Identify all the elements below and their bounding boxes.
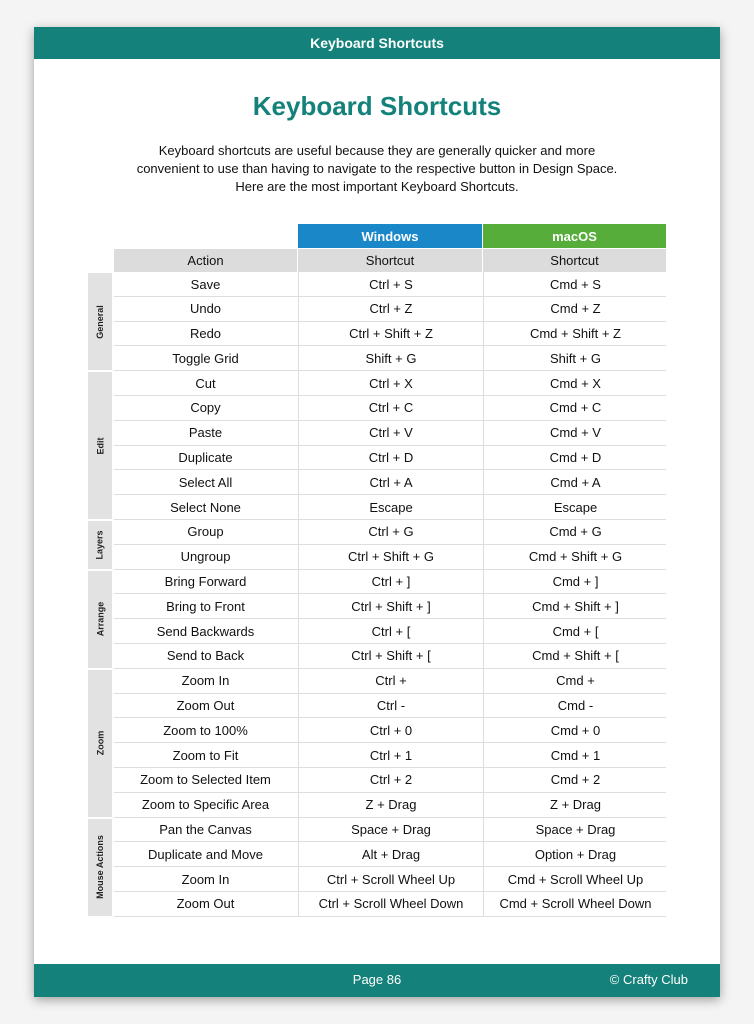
table-row	[114, 570, 666, 595]
table-row	[114, 669, 666, 694]
windows-shortcut-cell: Ctrl + X	[298, 371, 483, 395]
table-row	[114, 421, 666, 446]
windows-shortcut-cell: Ctrl + [	[298, 619, 483, 643]
windows-shortcut-cell: Space + Drag	[298, 818, 483, 842]
table-row	[114, 892, 666, 917]
macos-shortcut-cell: Cmd + 0	[483, 718, 667, 742]
windows-shortcut-cell: Ctrl -	[298, 694, 483, 718]
page-title: Keyboard Shortcuts	[252, 91, 502, 121]
table-row	[114, 297, 666, 322]
windows-shortcut-cell: Ctrl + Shift + [	[298, 644, 483, 668]
os-header-row	[88, 224, 666, 248]
table-row	[114, 272, 666, 297]
macos-shortcut-cell: Cmd + X	[483, 371, 667, 395]
group-label-text: Mouse Actions	[95, 835, 105, 900]
table-body	[88, 272, 666, 917]
action-cell: Send to Back	[166, 648, 245, 664]
table-row	[114, 743, 666, 768]
action-cell: Undo	[189, 301, 222, 317]
windows-header: Windows	[298, 224, 482, 248]
action-cell: Zoom In	[181, 673, 230, 689]
windows-shortcut-cell: Ctrl + 1	[298, 743, 483, 767]
action-cell: Save	[190, 276, 221, 292]
macos-shortcut-cell: Cmd + Z	[483, 297, 667, 321]
macos-shortcut-cell: Cmd + D	[483, 446, 667, 470]
action-cell: Duplicate	[178, 450, 233, 466]
windows-shortcut-cell: Ctrl + Z	[298, 297, 483, 321]
macos-shortcut-cell: Cmd + Shift + Z	[483, 322, 667, 346]
column-header-row	[88, 248, 666, 272]
windows-shortcut-cell: Alt + Drag	[298, 842, 483, 866]
table-row	[114, 495, 666, 520]
windows-shortcut-cell: Ctrl + V	[298, 421, 483, 445]
windows-shortcut-cell: Ctrl + Scroll Wheel Up	[298, 867, 483, 891]
table-row	[114, 818, 666, 843]
page-number: Page 86	[352, 972, 402, 987]
action-cell: Copy	[190, 400, 221, 416]
windows-shortcut-cell: Ctrl + A	[298, 470, 483, 494]
action-cell: Paste	[188, 425, 223, 441]
macos-shortcut-cell: Cmd + Scroll Wheel Down	[483, 892, 667, 916]
table-row	[114, 545, 666, 570]
action-cell: Zoom to Specific Area	[141, 797, 270, 813]
macos-shortcut-cell: Shift + G	[483, 346, 667, 370]
group-label	[88, 273, 112, 370]
table-row	[114, 793, 666, 818]
action-cell: Send Backwards	[156, 623, 255, 639]
macos-header: macOS	[483, 224, 666, 248]
group-label-text: General	[95, 304, 105, 339]
action-cell: Zoom Out	[176, 698, 235, 714]
action-cell: Pan the Canvas	[159, 822, 252, 838]
group-label-text: Arrange	[95, 601, 106, 637]
group-label-text: Zoom	[95, 730, 105, 756]
macos-shortcut-cell: Cmd + V	[483, 421, 667, 445]
windows-shortcut-cell: Ctrl + C	[298, 396, 483, 420]
table-row	[114, 768, 666, 793]
macos-shortcut-cell: Cmd -	[483, 694, 667, 718]
macos-shortcut-cell: Cmd + Shift + G	[483, 545, 667, 569]
windows-shortcut-cell: Ctrl + Scroll Wheel Down	[298, 892, 483, 916]
action-cell: Group	[187, 524, 224, 540]
windows-shortcut-cell: Ctrl + Shift + Z	[298, 322, 483, 346]
group-label	[88, 372, 112, 519]
windows-shortcut-cell: Ctrl +	[298, 669, 483, 693]
action-cell: Select All	[178, 474, 233, 490]
table-row	[114, 594, 666, 619]
macos-shortcut-cell: Cmd + [	[483, 619, 667, 643]
table-row	[114, 694, 666, 719]
action-cell: Cut	[195, 375, 216, 391]
header-bar	[34, 27, 720, 59]
intro-paragraph: Keyboard shortcuts are useful because they are generally quicker and more convenient to use than having to navigate to the respective button in Design Space. Here are the most important Keyboard Shortcuts.	[136, 143, 618, 194]
table-row	[114, 718, 666, 743]
action-cell: Toggle Grid	[172, 350, 239, 366]
table-row	[114, 520, 666, 545]
macos-shortcut-cell: Cmd + Shift + [	[483, 644, 667, 668]
windows-shortcut-cell: Ctrl + 2	[298, 768, 483, 792]
group-label	[88, 571, 112, 668]
windows-shortcut-cell: Ctrl + ]	[298, 570, 483, 594]
action-cell: Zoom In	[181, 871, 230, 887]
windows-shortcut-cell: Ctrl + 0	[298, 718, 483, 742]
action-cell: Zoom to Fit	[172, 747, 239, 763]
action-cell: Zoom Out	[176, 896, 235, 912]
group-label	[88, 670, 112, 817]
action-cell: Zoom to Selected Item	[140, 772, 271, 788]
action-cell: Bring to Front	[166, 598, 245, 614]
table-row	[114, 371, 666, 396]
footer-bar	[34, 964, 720, 997]
action-cell: Zoom to 100%	[163, 722, 248, 738]
action-cell: Select None	[170, 499, 241, 515]
table-row	[114, 470, 666, 495]
macos-shortcut-cell: Cmd + 1	[483, 743, 667, 767]
macos-shortcut-cell: Cmd +	[483, 669, 667, 693]
macos-shortcut-cell: Z + Drag	[483, 793, 667, 817]
table-row	[114, 346, 666, 371]
macos-shortcut-cell: Escape	[483, 495, 667, 519]
table-row	[114, 619, 666, 644]
windows-shortcut-header: Shortcut	[298, 249, 482, 272]
windows-shortcut-cell: Ctrl + D	[298, 446, 483, 470]
action-cell: Duplicate and Move	[148, 846, 263, 862]
windows-shortcut-cell: Ctrl + S	[298, 272, 483, 296]
windows-shortcut-cell: Ctrl + Shift + ]	[298, 594, 483, 618]
table-row	[114, 322, 666, 347]
action-column-header: Action	[114, 249, 297, 272]
macos-shortcut-cell: Cmd + 2	[483, 768, 667, 792]
group-label	[88, 521, 112, 569]
macos-shortcut-cell: Cmd + S	[483, 272, 667, 296]
table-row	[114, 644, 666, 669]
macos-shortcut-cell: Cmd + Shift + ]	[483, 594, 667, 618]
macos-shortcut-cell: Cmd + ]	[483, 570, 667, 594]
table-rows	[114, 272, 666, 917]
table-row	[114, 446, 666, 471]
windows-shortcut-cell: Ctrl + Shift + G	[298, 545, 483, 569]
group-label-text: Edit	[95, 437, 105, 455]
macos-shortcut-cell: Option + Drag	[483, 842, 667, 866]
macos-shortcut-cell: Cmd + A	[483, 470, 667, 494]
group-label-text: Layers	[95, 530, 105, 560]
windows-shortcut-cell: Shift + G	[298, 346, 483, 370]
table-row	[114, 396, 666, 421]
windows-shortcut-cell: Z + Drag	[298, 793, 483, 817]
action-cell: Redo	[189, 326, 222, 342]
action-cell: Bring Forward	[164, 574, 247, 590]
group-label	[88, 819, 112, 916]
header-title: Keyboard Shortcuts	[310, 35, 444, 51]
table-row	[114, 842, 666, 867]
macos-shortcut-cell: Space + Drag	[483, 818, 667, 842]
table-row	[114, 867, 666, 892]
macos-shortcut-header: Shortcut	[483, 249, 666, 272]
shortcuts-table	[88, 224, 666, 917]
document-page	[34, 27, 720, 997]
windows-shortcut-cell: Escape	[298, 495, 483, 519]
action-cell: Ungroup	[180, 549, 231, 565]
macos-shortcut-cell: Cmd + Scroll Wheel Up	[483, 867, 667, 891]
windows-shortcut-cell: Ctrl + G	[298, 520, 483, 544]
footer-credit: © Crafty Club	[609, 972, 688, 987]
macos-shortcut-cell: Cmd + C	[483, 396, 667, 420]
macos-shortcut-cell: Cmd + G	[483, 520, 667, 544]
